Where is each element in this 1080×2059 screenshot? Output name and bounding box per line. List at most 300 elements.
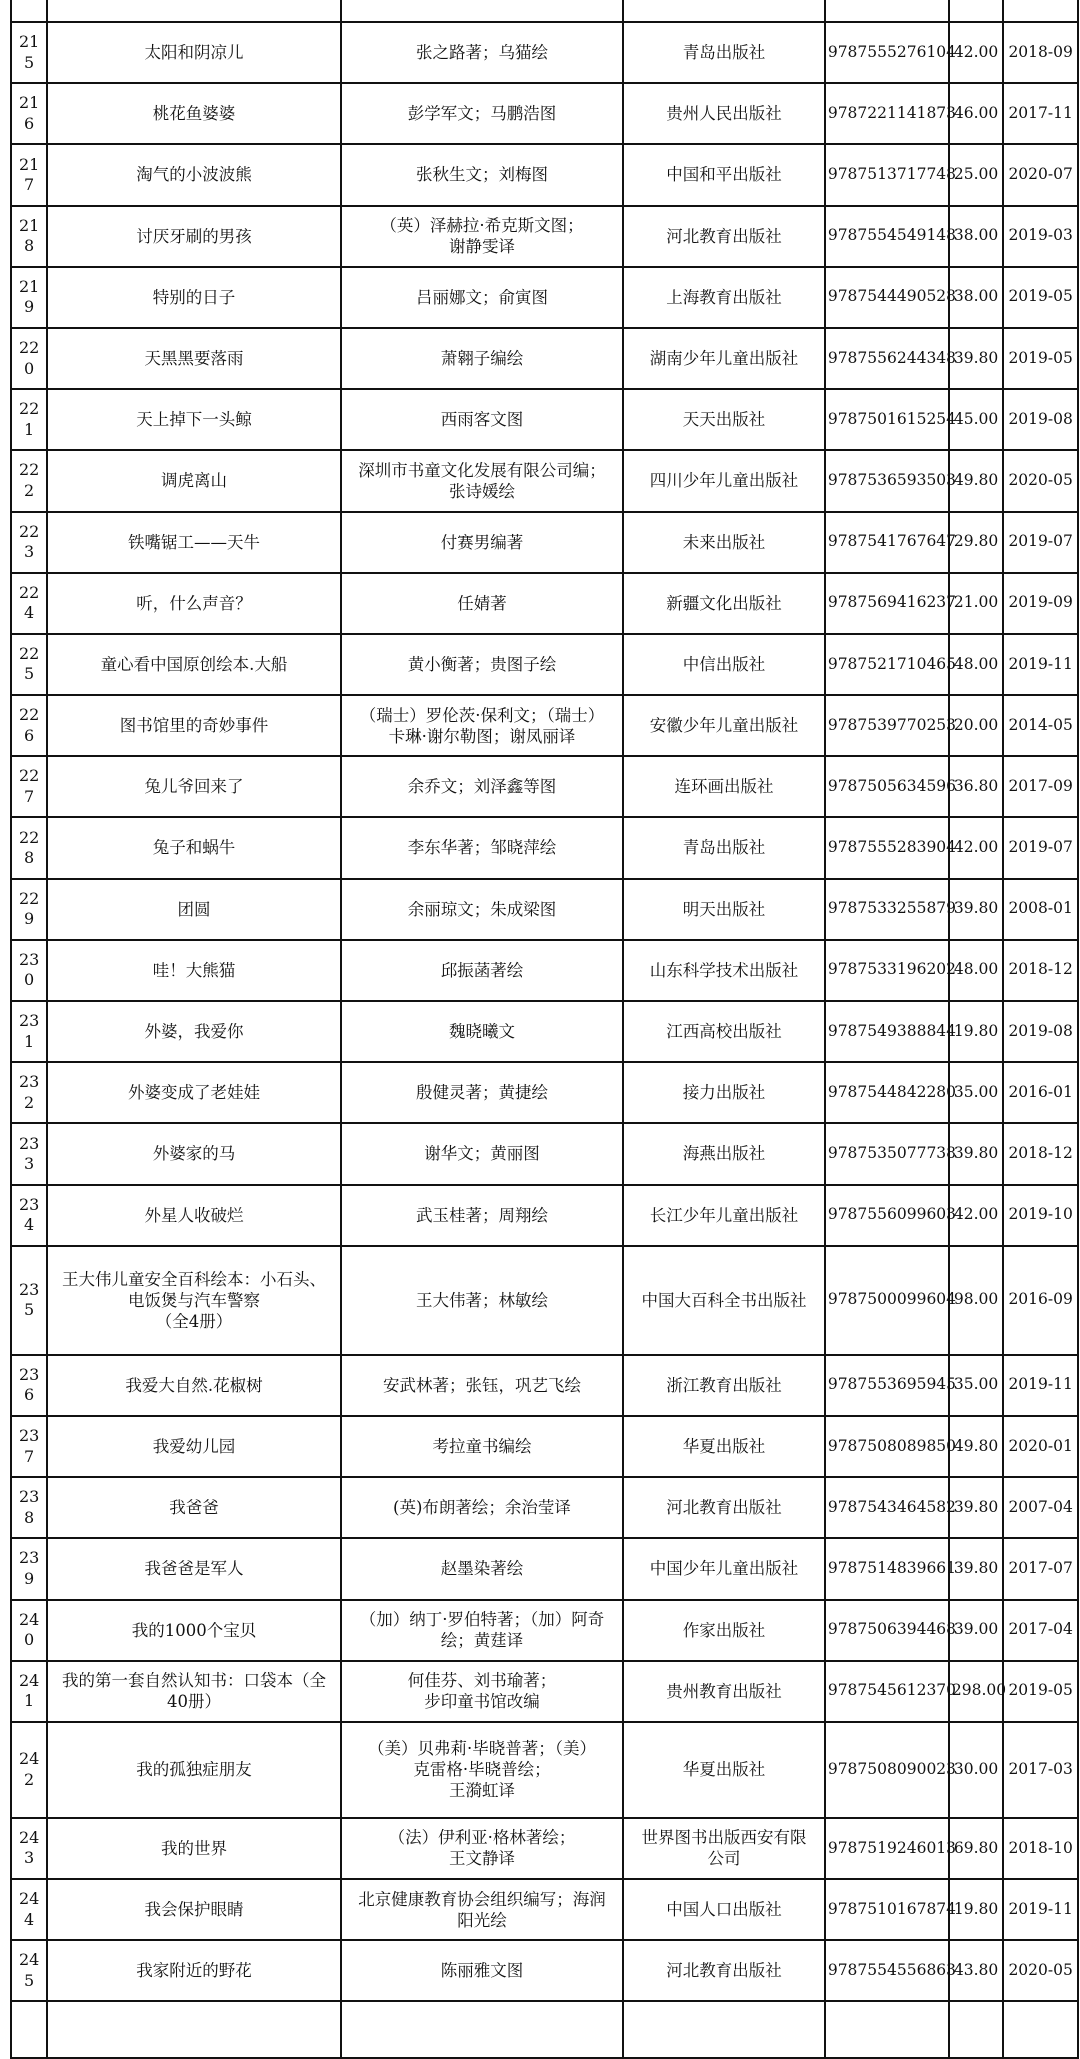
cell-date: 2018-12: [1003, 940, 1078, 1001]
cell-publisher-line: 新疆文化出版社: [666, 593, 782, 613]
cell-title: [47, 22, 340, 83]
cell-title: [47, 1477, 340, 1538]
cell-author: [341, 2001, 623, 2058]
cell-publisher: [623, 83, 825, 144]
cell-date: 2018-09: [1003, 22, 1078, 83]
cell-title: [47, 1355, 340, 1416]
cell-publisher-line: 江西高校出版社: [666, 1022, 782, 1042]
cell-publisher-line: 海燕出版社: [682, 1144, 766, 1164]
cell-isbn: 9787549388844: [825, 1001, 949, 1062]
cell-publisher-line: 安徽少年儿童出版社: [649, 716, 799, 736]
cell-price: 49.80: [949, 450, 1003, 511]
table-row: [11, 695, 1078, 756]
cell-title-line: 团圆: [177, 899, 211, 919]
cell-isbn: 9787545612370: [825, 1661, 949, 1722]
table-row: [11, 328, 1078, 389]
cell-author: [341, 144, 623, 205]
cell-author: [341, 879, 623, 940]
cell-title-line: 我会保护眼睛: [144, 1900, 244, 1920]
cell-publisher: [623, 1355, 825, 1416]
table-row: [11, 1416, 1078, 1477]
cell-publisher-line: 贵州人民出版社: [666, 104, 782, 124]
cell-publisher-line: 连环画出版社: [674, 777, 774, 797]
cell-title-line: 我爸爸是军人: [144, 1559, 244, 1579]
table-row: [11, 1940, 1078, 2001]
cell-title: [47, 1062, 340, 1123]
cell-publisher: [623, 573, 825, 634]
cell-title: [47, 1818, 340, 1879]
cell-publisher-line: 贵州教育出版社: [666, 1681, 782, 1701]
cell-publisher: [623, 267, 825, 328]
cell-price: 46.00: [949, 83, 1003, 144]
cell-title-line: 兔子和蜗牛: [152, 838, 236, 858]
cell-title: [47, 1123, 340, 1184]
cell-publisher: [623, 450, 825, 511]
cell-publisher: [623, 1477, 825, 1538]
cell-price: 36.80: [949, 756, 1003, 817]
cell-title-line: 外星人收破烂: [144, 1205, 244, 1225]
cell-no: [11, 2001, 47, 2058]
cell-isbn: [825, 2001, 949, 2058]
cell-no: 227: [11, 756, 47, 817]
cell-date: 2019-09: [1003, 573, 1078, 634]
cell-isbn: 9787553695945: [825, 1355, 949, 1416]
cell-no: 244: [11, 1879, 47, 1940]
cell-title-line: 淘气的小波波熊: [136, 165, 252, 185]
cell-title: [47, 1185, 340, 1246]
cell-title-line: 我的世界: [161, 1838, 228, 1858]
cell-publisher: [623, 1123, 825, 1184]
table-row: [11, 450, 1078, 511]
cell-author-line: 李东华著；邹晓萍绘: [407, 838, 557, 858]
cell-author-line: 考拉童书编绘: [432, 1436, 532, 1456]
cell-author-line: （英）泽赫拉·希克斯文图；: [380, 216, 584, 236]
cell-no: 235: [11, 1246, 47, 1355]
cell-publisher: [623, 206, 825, 267]
cell-author: [341, 1661, 623, 1722]
cell-publisher: [623, 1062, 825, 1123]
cell-author-line: 彭学军文；马鹏浩图: [407, 104, 557, 124]
table-row: [11, 1185, 1078, 1246]
cell-publisher-line: 天天出版社: [682, 410, 766, 430]
cell-isbn: 9787544490528: [825, 267, 949, 328]
cell-publisher-line: 明天出版社: [682, 899, 766, 919]
cell-no: 229: [11, 879, 47, 940]
cell-author: [341, 634, 623, 695]
cell-title-line: 桃花鱼婆婆: [152, 104, 236, 124]
book-list-table: [10, 0, 1079, 2059]
cell-isbn: 9787500099604: [825, 1246, 949, 1355]
cell-publisher: [623, 940, 825, 1001]
cell-author: [341, 1062, 623, 1123]
cell-date: 2019-11: [1003, 1879, 1078, 1940]
table-row: [11, 22, 1078, 83]
cell-no: 236: [11, 1355, 47, 1416]
cell-date: 2019-11: [1003, 634, 1078, 695]
cell-publisher-line: 四川少年儿童出版社: [649, 471, 799, 491]
table-row: [11, 267, 1078, 328]
cell-title: [47, 756, 340, 817]
cell-publisher-line: 世界图书出版西安有限: [641, 1828, 807, 1848]
table-row: [11, 817, 1078, 878]
cell-price: 45.00: [949, 389, 1003, 450]
cell-date: 2019-08: [1003, 1001, 1078, 1062]
cell-publisher: [623, 512, 825, 573]
cell-isbn: 9787541767647: [825, 512, 949, 573]
cell-title-line: 40册）: [167, 1692, 222, 1712]
cell-title: [47, 389, 340, 450]
cell-isbn: 9787533255879: [825, 879, 949, 940]
cell-price: 42.00: [949, 1185, 1003, 1246]
cell-title-line: 讨厌牙刷的男孩: [136, 226, 252, 246]
cell-no: 217: [11, 144, 47, 205]
cell-publisher: [623, 1818, 825, 1879]
cell-price: 38.00: [949, 267, 1003, 328]
table-row: [11, 1818, 1078, 1879]
cell-author-line: 谢静雯译: [448, 237, 515, 257]
cell-author-line: 谢华文；黄丽图: [424, 1144, 540, 1164]
cell-date: 2019-03: [1003, 206, 1078, 267]
cell-title: [47, 1940, 340, 2001]
cell-isbn: 9787554556863: [825, 1940, 949, 2001]
cell-title: [47, 634, 340, 695]
cell-author-line: 邱振菡著绘: [440, 960, 524, 980]
cell-title-line: 我的1000个宝贝: [131, 1620, 257, 1640]
table-row: [11, 206, 1078, 267]
cell-author: [341, 1416, 623, 1477]
cell-publisher-line: 上海教育出版社: [666, 287, 782, 307]
cell-date: 2019-08: [1003, 389, 1078, 450]
cell-author-line: 黄小衡著；贵图子绘: [407, 654, 557, 674]
cell-author-line: 卡琳·谢尔勒图；谢凤丽译: [388, 726, 576, 746]
cell-date: 2017-11: [1003, 83, 1078, 144]
cell-price: 39.80: [949, 879, 1003, 940]
cell-title-line: 铁嘴锯工——天牛: [128, 532, 261, 552]
cell-title-line: 太阳和阴凉儿: [144, 43, 244, 63]
cell-title-line: 天黑黑要落雨: [144, 348, 244, 368]
cell-author-line: 赵墨染著绘: [440, 1559, 524, 1579]
cell-publisher-line: 公司: [707, 1849, 741, 1869]
cell-no: 225: [11, 634, 47, 695]
cell-author: [341, 1185, 623, 1246]
cell-author: [341, 1940, 623, 2001]
cell-author-line: 张诗媛绘: [448, 481, 515, 501]
cell-title: [47, 1722, 340, 1818]
cell-date: [1003, 0, 1078, 22]
cell-isbn: 9787514839661: [825, 1538, 949, 1599]
cell-no: 221: [11, 389, 47, 450]
cell-no: 245: [11, 1940, 47, 2001]
table-row: [11, 940, 1078, 1001]
cell-title: [47, 267, 340, 328]
cell-author: [341, 573, 623, 634]
cell-publisher: [623, 695, 825, 756]
cell-price: 20.00: [949, 695, 1003, 756]
cell-author-line: 克雷格·毕晓普绘；: [413, 1760, 551, 1780]
cell-isbn: 9787506394468: [825, 1600, 949, 1661]
cell-title: [47, 1416, 340, 1477]
cell-author: [341, 450, 623, 511]
table-row: [11, 1477, 1078, 1538]
cell-date: 2008-01: [1003, 879, 1078, 940]
cell-title-line: 电饭煲与汽车警察: [128, 1290, 261, 1310]
cell-author-line: 殷健灵著；黄捷绘: [415, 1083, 548, 1103]
cell-isbn: 9787536593503: [825, 450, 949, 511]
cell-title-line: 我爱幼儿园: [152, 1436, 236, 1456]
cell-author-line: 王漪虹译: [448, 1781, 515, 1801]
cell-title-line: 童心看中国原创绘本.大船: [100, 654, 288, 674]
cell-author: [341, 83, 623, 144]
cell-author-line: 安武林著；张钰，巩艺飞绘: [382, 1375, 581, 1395]
cell-date: 2020-01: [1003, 1416, 1078, 1477]
cell-author: [341, 1600, 623, 1661]
cell-publisher-line: 华夏出版社: [682, 1436, 766, 1456]
cell-isbn: 9787543464582: [825, 1477, 949, 1538]
cell-title-line: 听，什么声音？: [136, 593, 252, 613]
cell-publisher-line: 湖南少年儿童出版社: [649, 348, 799, 368]
cell-title: [47, 206, 340, 267]
cell-title-line: 我爸爸: [169, 1498, 219, 1518]
cell-author-line: 王大伟著；林敏绘: [415, 1290, 548, 1310]
table-row: [11, 1538, 1078, 1599]
cell-isbn: 9787510167874: [825, 1879, 949, 1940]
cell-author-line: 任婧著: [457, 593, 507, 613]
cell-publisher-line: 未来出版社: [682, 532, 766, 552]
cell-price: 39.80: [949, 1538, 1003, 1599]
cell-author: [341, 1246, 623, 1355]
cell-date: 2020-07: [1003, 144, 1078, 205]
cell-price: 19.80: [949, 1001, 1003, 1062]
cell-author: [341, 817, 623, 878]
cell-publisher-line: 中国和平出版社: [666, 165, 782, 185]
cell-author-line: 北京健康教育协会组织编写；海润: [358, 1889, 606, 1909]
cell-price: 29.80: [949, 512, 1003, 573]
cell-date: 2019-10: [1003, 1185, 1078, 1246]
cell-author-line: 西雨客文图: [440, 410, 524, 430]
cell-no: 232: [11, 1062, 47, 1123]
table-row: [11, 573, 1078, 634]
cell-title-line: 外婆家的马: [152, 1144, 236, 1164]
table-row: [11, 1246, 1078, 1355]
cell-author: [341, 512, 623, 573]
cell-author-line: 绘；黄莛译: [440, 1631, 524, 1651]
cell-publisher: [623, 0, 825, 22]
cell-title: [47, 328, 340, 389]
cell-author: [341, 1123, 623, 1184]
cell-publisher-line: 浙江教育出版社: [666, 1375, 782, 1395]
cell-price: 39.00: [949, 1600, 1003, 1661]
cell-author: [341, 206, 623, 267]
table-row-partial-top: [11, 0, 1078, 22]
cell-author-line: （瑞士）罗伦茨·保利文；（瑞士）: [359, 705, 605, 725]
table-row: [11, 83, 1078, 144]
cell-publisher: [623, 1722, 825, 1818]
cell-author-line: 魏晓曦文: [448, 1022, 515, 1042]
table-row: [11, 1661, 1078, 1722]
cell-date: 2014-05: [1003, 695, 1078, 756]
table-row: [11, 1879, 1078, 1940]
cell-author-line: （法）伊利亚·格林著绘；: [388, 1828, 576, 1848]
cell-publisher: [623, 756, 825, 817]
cell-no: 231: [11, 1001, 47, 1062]
cell-date: 2019-05: [1003, 1661, 1078, 1722]
cell-date: 2018-12: [1003, 1123, 1078, 1184]
table-body: [11, 0, 1078, 2058]
cell-author-line: 余乔文；刘泽鑫等图: [407, 777, 557, 797]
cell-publisher: [623, 1600, 825, 1661]
cell-title: [47, 940, 340, 1001]
cell-date: 2020-05: [1003, 1940, 1078, 2001]
cell-no: 228: [11, 817, 47, 878]
cell-price: 35.00: [949, 1355, 1003, 1416]
cell-author: [341, 1001, 623, 1062]
cell-no: 226: [11, 695, 47, 756]
cell-price: 43.80: [949, 1940, 1003, 2001]
cell-date: 2019-07: [1003, 512, 1078, 573]
cell-price: 69.80: [949, 1818, 1003, 1879]
cell-isbn: 9787544842280: [825, 1062, 949, 1123]
cell-author: [341, 1538, 623, 1599]
cell-price: 49.80: [949, 1416, 1003, 1477]
cell-date: 2019-07: [1003, 817, 1078, 878]
table-row: [11, 1355, 1078, 1416]
cell-date: 2017-03: [1003, 1722, 1078, 1818]
table-row: [11, 1062, 1078, 1123]
cell-price: 35.00: [949, 1062, 1003, 1123]
cell-title-line: 我的孤独症朋友: [136, 1760, 252, 1780]
cell-title-line: 特别的日子: [152, 287, 236, 307]
cell-date: 2020-05: [1003, 450, 1078, 511]
cell-author-line: 付赛男编著: [440, 532, 524, 552]
cell-publisher: [623, 817, 825, 878]
cell-title-line: （全4册）: [155, 1311, 233, 1331]
cell-author-line: 张之路著；乌猫绘: [415, 43, 548, 63]
cell-no: 237: [11, 1416, 47, 1477]
cell-date: 2019-05: [1003, 328, 1078, 389]
table-row: [11, 1123, 1078, 1184]
table-row: [11, 879, 1078, 940]
cell-price: 98.00: [949, 1246, 1003, 1355]
cell-isbn: 9787508090023: [825, 1722, 949, 1818]
table-row: [11, 1001, 1078, 1062]
cell-date: 2019-11: [1003, 1355, 1078, 1416]
cell-title: [47, 83, 340, 144]
cell-isbn: [825, 0, 949, 22]
cell-publisher: [623, 22, 825, 83]
cell-author-line: 王文静译: [448, 1849, 515, 1869]
table-row: [11, 634, 1078, 695]
cell-author-line: 余丽琼文；朱成梁图: [407, 899, 557, 919]
cell-isbn: 9787508089850: [825, 1416, 949, 1477]
cell-title: [47, 1600, 340, 1661]
cell-price: 30.00: [949, 1722, 1003, 1818]
cell-isbn: 9787554549148: [825, 206, 949, 267]
cell-title: [47, 2001, 340, 2058]
cell-price: 39.80: [949, 1123, 1003, 1184]
cell-no: 219: [11, 267, 47, 328]
cell-price: [949, 0, 1003, 22]
cell-title: [47, 573, 340, 634]
table-row: [11, 512, 1078, 573]
cell-author-line: 武玉桂著；周翔绘: [415, 1205, 548, 1225]
cell-date: 2007-04: [1003, 1477, 1078, 1538]
cell-author-line: 深圳市书童文化发展有限公司编；: [358, 460, 606, 480]
cell-publisher-line: 长江少年儿童出版社: [649, 1205, 799, 1225]
cell-publisher: [623, 144, 825, 205]
cell-author: [341, 389, 623, 450]
cell-no: 215: [11, 22, 47, 83]
cell-publisher-line: 青岛出版社: [682, 838, 766, 858]
cell-publisher: [623, 1661, 825, 1722]
cell-publisher-line: 山东科学技术出版社: [649, 960, 799, 980]
cell-price: 42.00: [949, 817, 1003, 878]
cell-isbn: 9787533196202: [825, 940, 949, 1001]
cell-isbn: 9787501615254: [825, 389, 949, 450]
cell-title: [47, 0, 340, 22]
cell-publisher: [623, 1001, 825, 1062]
cell-price: 48.00: [949, 940, 1003, 1001]
cell-isbn: 9787556099603: [825, 1185, 949, 1246]
cell-price: 39.80: [949, 1477, 1003, 1538]
cell-author: [341, 328, 623, 389]
cell-isbn: 9787539770253: [825, 695, 949, 756]
cell-date: 2018-10: [1003, 1818, 1078, 1879]
cell-title-line: 兔儿爷回来了: [144, 777, 244, 797]
cell-isbn: 9787555283904: [825, 817, 949, 878]
cell-publisher-line: 中信出版社: [682, 654, 766, 674]
cell-isbn: 9787556244348: [825, 328, 949, 389]
cell-date: 2017-04: [1003, 1600, 1078, 1661]
cell-author: [341, 1818, 623, 1879]
cell-price: 19.80: [949, 1879, 1003, 1940]
cell-title: [47, 1661, 340, 1722]
cell-no: 230: [11, 940, 47, 1001]
cell-author: [341, 0, 623, 22]
cell-price: 39.80: [949, 328, 1003, 389]
cell-publisher-line: 中国少年儿童出版社: [649, 1559, 799, 1579]
table-row: [11, 1600, 1078, 1661]
cell-no: [11, 0, 47, 22]
cell-title: [47, 1538, 340, 1599]
cell-date: 2017-09: [1003, 756, 1078, 817]
cell-publisher: [623, 1538, 825, 1599]
cell-title-line: 图书馆里的奇妙事件: [119, 716, 269, 736]
cell-isbn: 9787535077738: [825, 1123, 949, 1184]
cell-publisher: [623, 389, 825, 450]
cell-author: [341, 22, 623, 83]
table-row: [11, 144, 1078, 205]
cell-author-line: （美）贝弗莉·毕晓普著；（美）: [367, 1739, 596, 1759]
cell-no: 238: [11, 1477, 47, 1538]
cell-author: [341, 695, 623, 756]
cell-price: 42.00: [949, 22, 1003, 83]
cell-publisher: [623, 1246, 825, 1355]
cell-title-line: 天上掉下一头鲸: [136, 410, 252, 430]
cell-author: [341, 1355, 623, 1416]
cell-isbn: 9787569416237: [825, 573, 949, 634]
cell-publisher: [623, 2001, 825, 2058]
cell-title: [47, 1246, 340, 1355]
cell-no: 240: [11, 1600, 47, 1661]
cell-isbn: 9787513717748: [825, 144, 949, 205]
cell-no: 223: [11, 512, 47, 573]
table-row-partial-bottom: [11, 2001, 1078, 2058]
cell-price: 298.00: [949, 1661, 1003, 1722]
cell-publisher-line: 河北教育出版社: [666, 226, 782, 246]
cell-author: [341, 756, 623, 817]
cell-publisher: [623, 1416, 825, 1477]
cell-publisher: [623, 1940, 825, 2001]
